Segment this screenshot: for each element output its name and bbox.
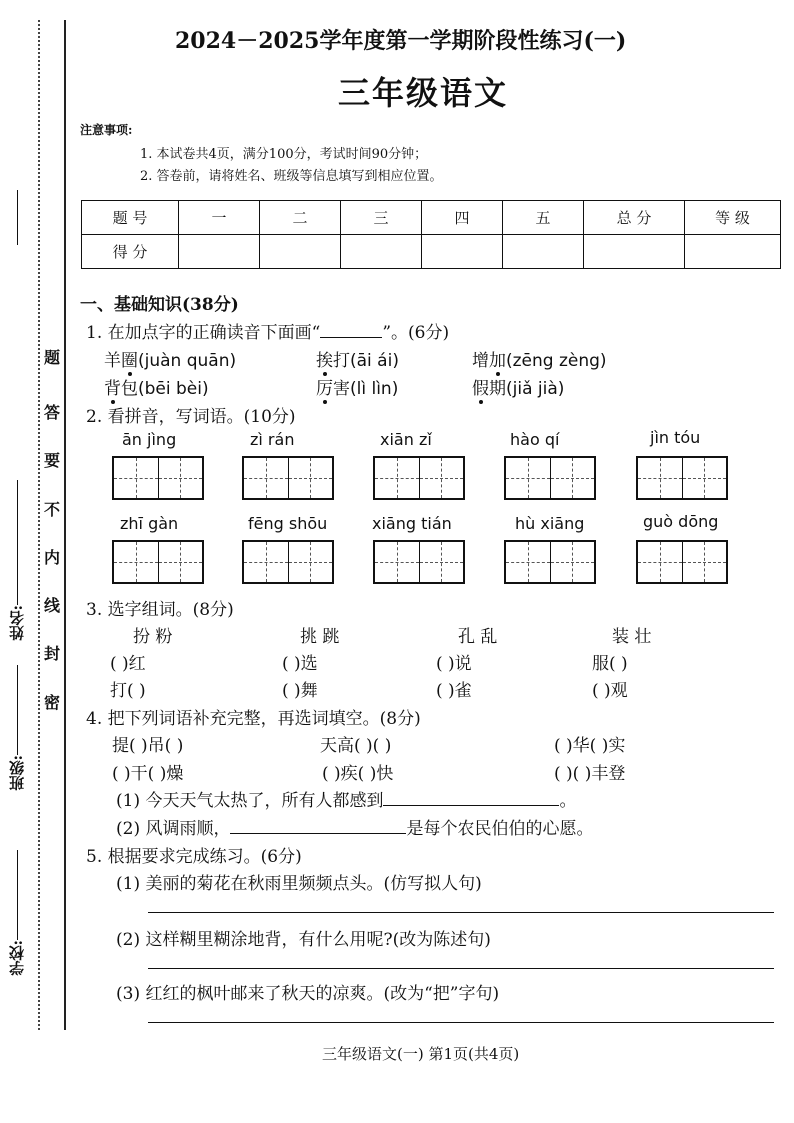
binding-dotted-line <box>38 20 40 1030</box>
margin-char: 内 <box>44 548 61 567</box>
q5-item: (1) 美丽的菊花在秋雨里频频点头。(仿写拟人句) <box>116 874 482 894</box>
margin-char: 要 <box>44 451 61 470</box>
writing-grid[interactable] <box>242 456 334 500</box>
score-table-header: 三 <box>341 201 422 235</box>
word-blank[interactable]: ( )红 <box>110 654 146 674</box>
question-3: 3. 选字组词。(8分) <box>86 600 234 620</box>
char-group: 孔 乱 <box>458 627 498 647</box>
q1-text-after: ”。(6分) <box>382 323 450 343</box>
question-2: 2. 看拼音，写词语。(10分) <box>86 407 296 427</box>
pinyin-label: xiān zǐ <box>380 430 432 449</box>
q1-text-before: 1. 在加点字的正确读音下面画“ <box>86 323 321 343</box>
score-table-header: 二 <box>260 201 341 235</box>
fill-sentence-1: (1) 今天天气太热了，所有人都感到 。 <box>116 791 577 811</box>
school-label: 学校: <box>8 940 26 976</box>
writing-grid[interactable] <box>636 540 728 584</box>
score-cell[interactable] <box>422 235 503 269</box>
pinyin-label: zhī gàn <box>120 514 179 533</box>
score-table-header: 等 级 <box>685 201 781 235</box>
fill-blank[interactable] <box>230 833 406 834</box>
notice-item: 1. 本试卷共4页，满分100分，考试时间90分钟； <box>140 147 428 162</box>
char-group: 扮 粉 <box>133 627 173 647</box>
question-1 <box>86 318 449 343</box>
writing-grid[interactable] <box>636 456 728 500</box>
writing-grid[interactable] <box>504 540 596 584</box>
class-field[interactable] <box>17 665 18 755</box>
margin-char: 密 <box>44 693 61 712</box>
score-cell[interactable] <box>584 235 685 269</box>
answer-line[interactable] <box>148 912 774 913</box>
fill-sentence-2: (2) 风调雨顺， 是每个农民伯伯的心愿。 <box>116 819 594 839</box>
class-label: 班级: <box>8 755 26 791</box>
writing-grid[interactable] <box>373 540 465 584</box>
word-blank[interactable]: ( )选 <box>282 654 318 674</box>
notice-heading: 注意事项: <box>80 123 133 137</box>
idiom-blank[interactable]: ( )( )丰登 <box>554 764 626 784</box>
margin-char: 不 <box>44 500 61 519</box>
writing-grid[interactable] <box>112 456 204 500</box>
pinyin-label: hù xiāng <box>515 514 585 533</box>
pinyin-label: fēng shōu <box>248 514 328 533</box>
idiom-blank[interactable]: 提( )吊( ) <box>112 736 184 756</box>
score-table-header: 五 <box>503 201 584 235</box>
word-blank[interactable]: 打( ) <box>110 681 146 701</box>
q1-item: 增加(zēng zèng) <box>472 351 607 371</box>
score-table <box>81 200 781 269</box>
pinyin-label: hào qí <box>510 430 560 449</box>
score-row-label: 得 分 <box>82 235 179 269</box>
score-cell[interactable] <box>503 235 584 269</box>
margin-char: 封 <box>44 644 61 663</box>
pinyin-label: guò dōng <box>643 512 719 531</box>
pinyin-label: ān jìng <box>122 430 177 449</box>
word-blank[interactable]: 服( ) <box>592 654 628 674</box>
idiom-blank[interactable]: ( )华( )实 <box>554 736 626 756</box>
margin-char: 线 <box>44 596 61 615</box>
page-footer: 三年级语文(一) 第1页(共4页) <box>322 1045 520 1063</box>
exam-title: 2024－2025学年度第一学期阶段性练习(一) <box>175 28 627 54</box>
q1-item: 背包(bēi bèi) <box>104 379 209 399</box>
writing-grid[interactable] <box>242 540 334 584</box>
word-blank[interactable]: ( )观 <box>592 681 628 701</box>
answer-line[interactable] <box>148 1022 774 1023</box>
writing-grid[interactable] <box>504 456 596 500</box>
idiom-blank[interactable]: 天高( )( ) <box>320 736 392 756</box>
fill-blank[interactable] <box>383 805 559 806</box>
notice-item: 2. 答卷前，请将姓名、班级等信息填写到相应位置。 <box>140 169 443 184</box>
q1-blank <box>320 337 382 338</box>
writing-grid[interactable] <box>112 540 204 584</box>
answer-line[interactable] <box>148 968 774 969</box>
pinyin-label: zì rán <box>250 430 295 449</box>
score-table-header: 四 <box>422 201 503 235</box>
q5-item: (3) 红红的枫叶邮来了秋天的凉爽。(改为“把”字句) <box>116 984 500 1004</box>
char-group: 挑 跳 <box>300 627 340 647</box>
word-blank[interactable]: ( )舞 <box>282 681 318 701</box>
name-field[interactable] <box>17 480 18 605</box>
score-cell[interactable] <box>685 235 781 269</box>
char-group: 装 壮 <box>612 627 652 647</box>
q1-item: 厉害(lì lìn) <box>316 379 399 399</box>
question-4: 4. 把下列词语补充完整，再选词填空。(8分) <box>86 709 421 729</box>
word-blank[interactable]: ( )说 <box>436 654 472 674</box>
score-cell[interactable] <box>260 235 341 269</box>
margin-char: 题 <box>44 348 61 367</box>
margin-blank-top <box>17 190 18 245</box>
school-field[interactable] <box>17 850 18 940</box>
question-5: 5. 根据要求完成练习。(6分) <box>86 847 302 867</box>
score-cell[interactable] <box>341 235 422 269</box>
section-heading: 一、基础知识(38分) <box>80 295 239 315</box>
q1-item: 挨打(āi ái) <box>316 351 399 371</box>
subject-title: 三年级语文 <box>338 74 509 112</box>
score-table-header: 总 分 <box>584 201 685 235</box>
word-blank[interactable]: ( )雀 <box>436 681 472 701</box>
idiom-blank[interactable]: ( )干( )燥 <box>112 764 184 784</box>
score-table-header: 一 <box>179 201 260 235</box>
score-cell[interactable] <box>179 235 260 269</box>
writing-grid[interactable] <box>373 456 465 500</box>
q1-item: 羊圈(juàn quān) <box>104 351 237 371</box>
binding-solid-line <box>64 20 66 1030</box>
name-label: 姓名: <box>8 605 26 641</box>
pinyin-label: jìn tóu <box>650 428 701 447</box>
idiom-blank[interactable]: ( )疾( )快 <box>322 764 394 784</box>
score-table-header: 题 号 <box>82 201 179 235</box>
pinyin-label: xiāng tián <box>372 514 452 533</box>
q5-item: (2) 这样糊里糊涂地背，有什么用呢?(改为陈述句) <box>116 930 491 950</box>
q1-item: 假期(jiǎ jià) <box>472 379 565 399</box>
margin-char: 答 <box>44 403 61 422</box>
